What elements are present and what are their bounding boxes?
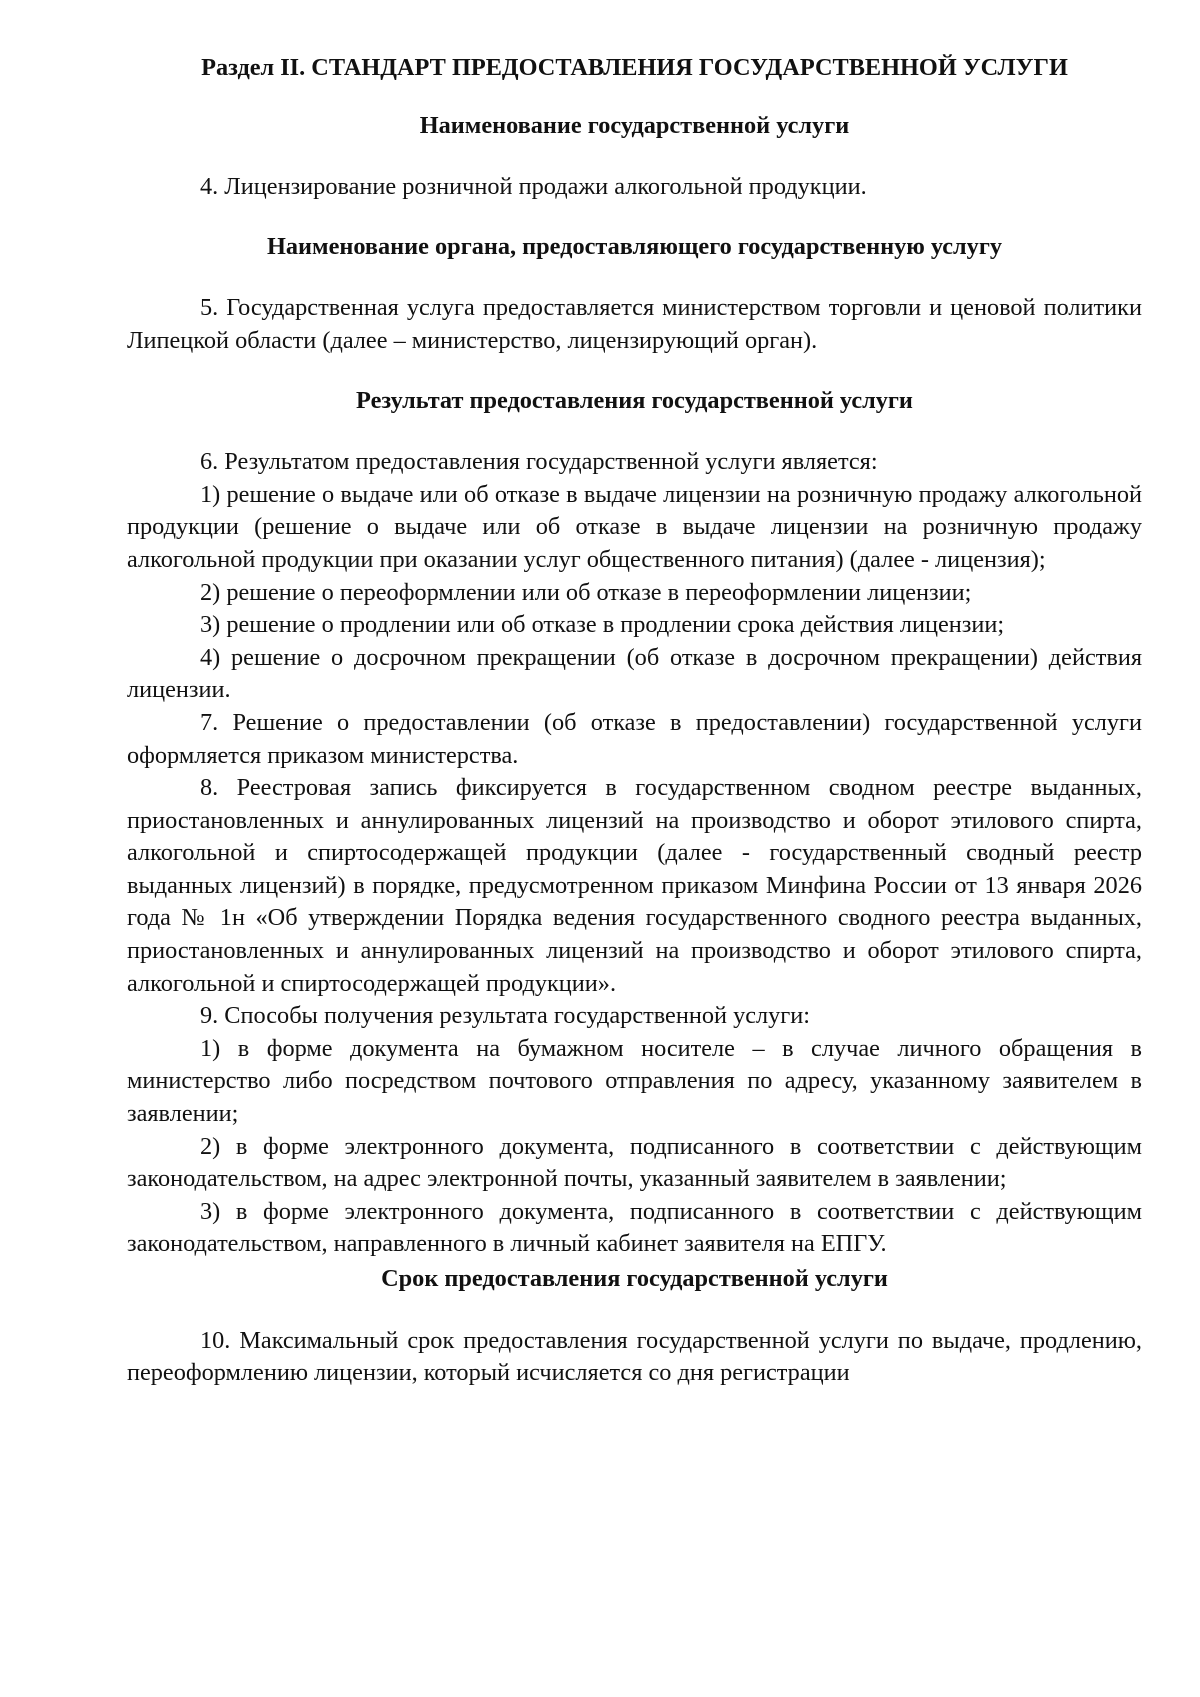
paragraph-5: 5. Государственная услуга предоставляется министерством торговли и ценовой политики Липецкой области (далее – министерство, лицензирующий орган). <box>127 294 1142 354</box>
paragraph-9-2: 2) в форме электронного документа, подписанного в соответствии с действующим законодательством, на адрес электронной почты, указанный заявителем в заявлении; <box>127 1132 1142 1193</box>
paragraph-9-1: 1) в форме документа на бумажном носителе – в случае личного обращения в министерство либо посредством почтового отправления по адресу, указанному заявителем в заявлении; <box>127 1034 1142 1128</box>
heading-result: Результат предоставления государственной услуги <box>356 386 913 414</box>
section-title: Раздел II. СТАНДАРТ ПРЕДОСТАВЛЕНИЯ ГОСУДАРСТВЕННОЙ УСЛУГИ <box>201 54 1068 81</box>
spacer <box>127 358 1142 385</box>
paragraph-9-3: 3) в форме электронного документа, подписанного в соответствии с действующим законодательством, направленного в личный кабинет заявителя на ЕПГУ. <box>127 1197 1142 1258</box>
heading-service-name: Наименование государственной услуги <box>419 111 850 139</box>
paragraph-6: 6. Результатом предоставления государственной услуги является: <box>200 448 878 476</box>
spacer <box>127 142 1142 171</box>
paragraph-4: 4. Лицензирование розничной продажи алкогольной продукции. <box>200 173 867 201</box>
spacer <box>127 85 1142 110</box>
paragraph-7: 7. Решение о предоставлении (об отказе в предоставлении) государственной услуги оформляется приказом министерства. <box>127 708 1142 769</box>
spacer <box>127 1296 1142 1325</box>
paragraph-8: 8. Реестровая запись фиксируется в государственном сводном реестре выданных, приостановленных и аннулированных лицензий на производство и оборот этилового спирта, алкогольной и спиртосодержащей продукции (далее - государственный сводный реестр выданных лицензий) в порядке, предусмотренном приказом Минфина России от 13 января 2026 года № 1н «Об утверждении Порядка ведения государственного сводного реестра выданных, приостановленных и аннулированных лицензий на производство и оборот этилового спирта, алкогольной и спиртосодержащей продукции». <box>127 774 1142 997</box>
paragraph-6-1: 1) решение о выдаче или об отказе в выдаче лицензии на розничную продажу алкогольной продукции (решение о выдаче или об отказе в выдаче лицензии на розничную продажу алкогольной продукции при оказании услуг общественного питания) (далее - лицензия); <box>127 480 1142 573</box>
spacer <box>127 417 1142 446</box>
heading-term: Срок предоставления государственной услуги <box>381 1265 888 1292</box>
spacer <box>127 263 1142 292</box>
spacer <box>127 204 1142 231</box>
paragraph-6-3: 3) решение о продлении или об отказе в продлении срока действия лицензии; <box>200 611 1005 639</box>
paragraph-6-2: 2) решение о переоформлении или об отказе в переоформлении лицензии; <box>200 578 972 606</box>
paragraph-9: 9. Способы получения результата государственной услуги: <box>200 1002 810 1030</box>
paragraph-10: 10. Максимальный срок предоставления государственной услуги по выдаче, продлению, переоформлению лицензии, который исчисляется со дня регистрации <box>127 1326 1142 1387</box>
heading-authority: Наименование органа, предоставляющего государственную услугу <box>266 232 1003 260</box>
document-page <box>127 52 1142 1390</box>
paragraph-6-4: 4) решение о досрочном прекращении (об отказе в досрочном прекращении) действия лицензии. <box>127 643 1142 704</box>
